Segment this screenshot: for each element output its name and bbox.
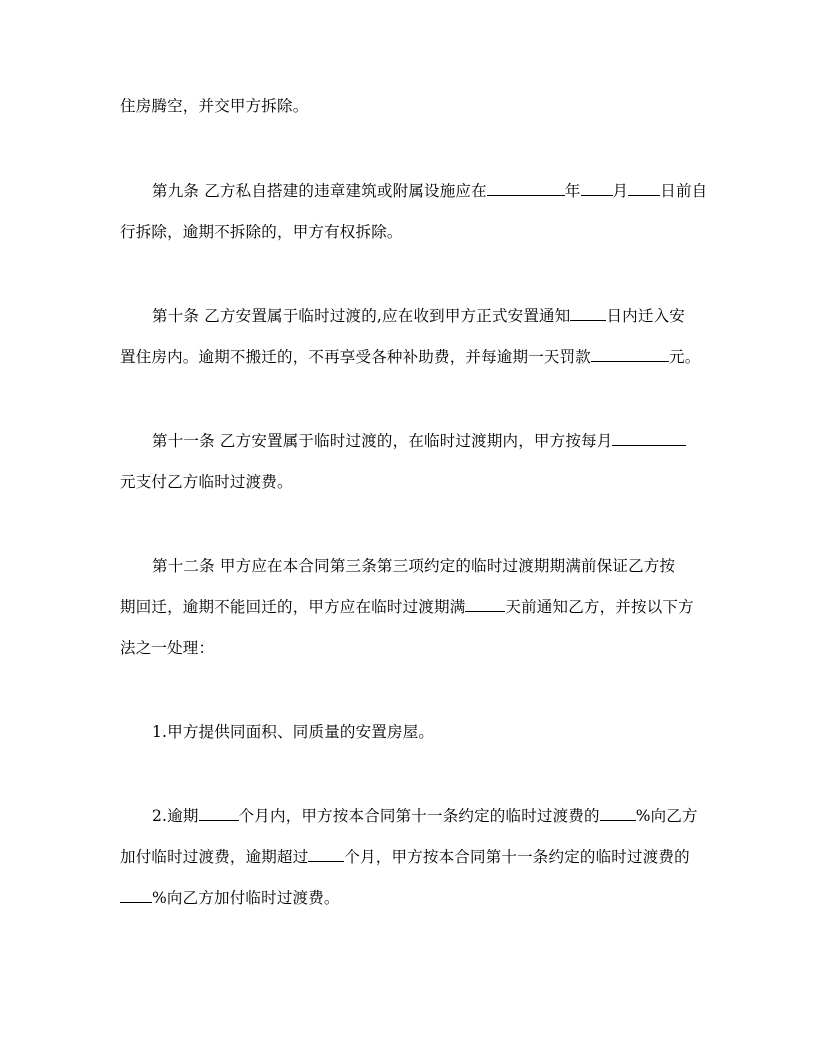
text: 第十条 乙方安置属于临时过渡的,应在收到甲方正式安置通知 [152, 307, 571, 325]
text: 日内迁入安 [606, 307, 685, 325]
paragraph-line [120, 96, 308, 116]
text: %向乙方 [635, 807, 698, 825]
text: 元。 [669, 348, 701, 366]
text: 第十一条 乙方安置属于临时过渡的，在临时过渡期内，甲方按每月 [152, 432, 613, 450]
blank-line [308, 847, 344, 862]
text: 月 [612, 182, 629, 200]
article-10-line-1 [152, 306, 685, 326]
text: 期回迁，逾期不能回迁的，甲方应在临时过渡期满 [120, 598, 466, 616]
blank-line [487, 181, 565, 196]
text: 天前通知乙方，并按以下方 [505, 598, 694, 616]
article-11-line-1 [152, 431, 686, 451]
text: 1.甲方提供同面积、同质量的安置房屋。 [152, 723, 435, 741]
article-12-line-2 [120, 597, 694, 617]
text: 加付临时过渡费，逾期超过 [120, 848, 309, 866]
article-9-line-2 [120, 222, 403, 242]
blank-line [600, 806, 636, 821]
item-2-line-3 [120, 888, 340, 908]
text: 住房腾空，并交甲方拆除。 [120, 97, 309, 115]
item-1-line [152, 722, 434, 742]
item-2-line-2 [120, 847, 690, 867]
text: %向乙方加付临时过渡费。 [152, 889, 340, 907]
blank-line [199, 806, 239, 821]
blank-line [628, 181, 660, 196]
article-10-line-2 [120, 347, 700, 367]
blank-line [465, 597, 505, 612]
blank-line [570, 306, 606, 321]
blank-line [591, 347, 669, 362]
blank-line [120, 888, 152, 903]
text: 元支付乙方临时过渡费。 [120, 473, 293, 491]
text: 第九条 乙方私自搭建的违章建筑或附属设施应在 [152, 182, 487, 200]
text: 第十二条 甲方应在本合同第三条第三项约定的临时过渡期期满前保证乙方按 [152, 557, 676, 575]
text: 个月内，甲方按本合同第十一条约定的临时过渡费的 [238, 807, 600, 825]
text: 2.逾期 [152, 807, 199, 825]
text: 日前自 [660, 182, 708, 200]
article-12-line-3 [120, 638, 214, 658]
text: 年 [564, 182, 581, 200]
text: 个月，甲方按本合同第十一条约定的临时过渡费的 [344, 848, 690, 866]
article-12-line-1 [152, 556, 675, 576]
item-2-line-1 [152, 806, 698, 826]
text: 置住房内。逾期不搬迁的，不再享受各种补助费，并每逾期一天罚款 [120, 348, 592, 366]
article-11-line-2 [120, 472, 293, 492]
text: 行拆除，逾期不拆除的，甲方有权拆除。 [120, 223, 403, 241]
blank-line [581, 181, 613, 196]
article-9-line-1 [152, 181, 707, 201]
blank-line [612, 431, 686, 446]
text: 法之一处理： [120, 639, 215, 657]
